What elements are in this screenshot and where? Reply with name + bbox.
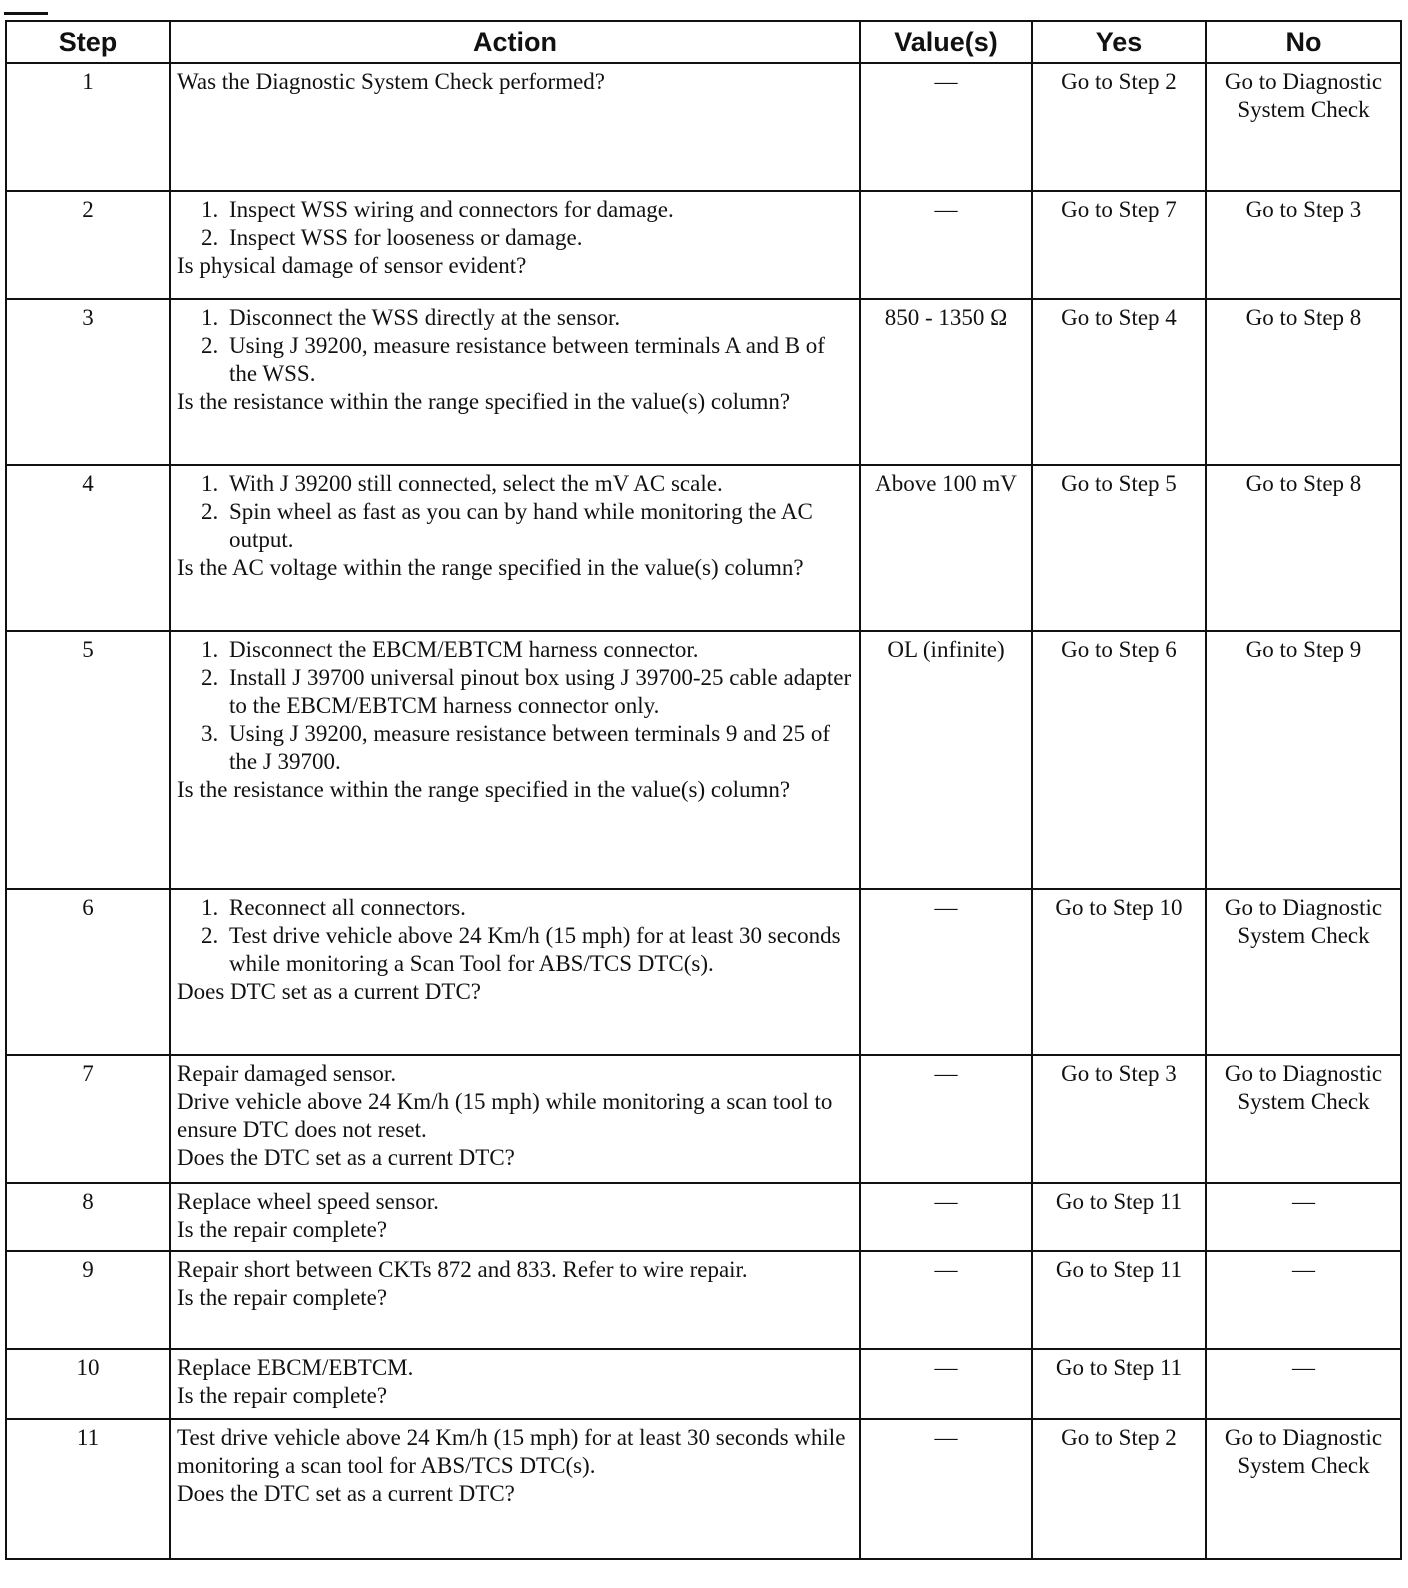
action-step-text: Disconnect the EBCM/EBTCM harness connector.: [229, 637, 699, 662]
header-step: Step: [6, 21, 170, 63]
action-step-number: 1.: [201, 197, 219, 222]
table-row: [6, 631, 1401, 889]
action-step-number: 3.: [201, 721, 219, 746]
action-cell: [170, 191, 860, 299]
no-cell: Go to Diagnostic System Check: [1206, 1419, 1401, 1559]
action-question: Was the Diagnostic System Check performed?: [177, 69, 606, 94]
yes-cell: Go to Step 11: [1032, 1349, 1206, 1419]
action-step-item: [177, 304, 853, 332]
yes-cell: Go to Step 5: [1032, 465, 1206, 631]
action-step-text: Using J 39200, measure resistance between terminals A and B of the WSS.: [229, 333, 825, 386]
action-step-item: [177, 664, 853, 720]
no-cell: Go to Diagnostic System Check: [1206, 63, 1401, 191]
no-cell: Go to Step 9: [1206, 631, 1401, 889]
action-step-number: 1.: [201, 471, 219, 496]
value-cell: —: [860, 889, 1032, 1055]
action-step-number: 2.: [201, 333, 219, 358]
action-step-text: Test drive vehicle above 24 Km/h (15 mph) for at least 30 seconds while monitoring a Scan Tool for ABS/TCS DTC(s).: [229, 923, 841, 976]
action-step-item: [177, 636, 853, 664]
header-action: Action: [170, 21, 860, 63]
no-cell: —: [1206, 1183, 1401, 1251]
value-cell: —: [860, 1055, 1032, 1183]
yes-cell: Go to Step 10: [1032, 889, 1206, 1055]
action-question: Repair short between CKTs 872 and 833. Refer to wire repair. Is the repair complete?: [177, 1257, 748, 1310]
value-cell: —: [860, 1349, 1032, 1419]
action-step-item: [177, 196, 853, 224]
action-step-text: Inspect WSS for looseness or damage.: [229, 225, 583, 250]
table-row: [6, 1055, 1401, 1183]
action-cell: [170, 1349, 860, 1419]
action-step-text: With J 39200 still connected, select the mV AC scale.: [229, 471, 723, 496]
header-row: [6, 21, 1401, 63]
value-cell: OL (infinite): [860, 631, 1032, 889]
yes-cell: Go to Step 11: [1032, 1183, 1206, 1251]
action-step-text: Using J 39200, measure resistance between terminals 9 and 25 of the J 39700.: [229, 721, 831, 774]
action-step-number: 1.: [201, 637, 219, 662]
action-step-text: Inspect WSS wiring and connectors for damage.: [229, 197, 674, 222]
yes-cell: Go to Step 11: [1032, 1251, 1206, 1349]
step-number: 11: [6, 1419, 170, 1559]
action-step-number: 2.: [201, 225, 219, 250]
table-row: [6, 191, 1401, 299]
action-steps-list: [177, 304, 853, 388]
no-cell: —: [1206, 1349, 1401, 1419]
step-number: 2: [6, 191, 170, 299]
header-yes: Yes: [1032, 21, 1206, 63]
table-row: [6, 889, 1401, 1055]
action-cell: [170, 63, 860, 191]
action-step-item: [177, 470, 853, 498]
step-number: 3: [6, 299, 170, 465]
yes-cell: Go to Step 6: [1032, 631, 1206, 889]
value-cell: —: [860, 1419, 1032, 1559]
table-row: [6, 1183, 1401, 1251]
table-row: [6, 1251, 1401, 1349]
action-step-text: Spin wheel as fast as you can by hand while monitoring the AC output.: [229, 499, 813, 552]
header-no: No: [1206, 21, 1401, 63]
yes-cell: Go to Step 4: [1032, 299, 1206, 465]
action-cell: [170, 299, 860, 465]
value-cell: —: [860, 1251, 1032, 1349]
action-step-item: [177, 720, 853, 776]
value-cell: —: [860, 63, 1032, 191]
action-cell: [170, 1419, 860, 1559]
value-cell: —: [860, 1183, 1032, 1251]
no-cell: Go to Step 8: [1206, 299, 1401, 465]
action-step-item: [177, 894, 853, 922]
action-question: Is physical damage of sensor evident?: [177, 253, 527, 278]
table-row: [6, 465, 1401, 631]
action-cell: [170, 465, 860, 631]
action-step-item: [177, 498, 853, 554]
action-step-item: [177, 922, 853, 978]
action-step-item: [177, 224, 853, 252]
action-step-text: Install J 39700 universal pinout box using J 39700-25 cable adapter to the EBCM/EBTCM harness connector only.: [229, 665, 852, 718]
diagnostic-table: [5, 20, 1402, 1560]
action-cell: [170, 1251, 860, 1349]
action-step-number: 1.: [201, 305, 219, 330]
action-cell: [170, 1183, 860, 1251]
yes-cell: Go to Step 2: [1032, 1419, 1206, 1559]
action-step-item: [177, 332, 853, 388]
step-number: 1: [6, 63, 170, 191]
no-cell: —: [1206, 1251, 1401, 1349]
action-question: Replace EBCM/EBTCM. Is the repair complete?: [177, 1355, 414, 1408]
table-row: [6, 1419, 1401, 1559]
action-question: Is the resistance within the range specified in the value(s) column?: [177, 389, 791, 414]
action-steps-list: [177, 636, 853, 776]
action-steps-list: [177, 470, 853, 554]
action-question: Test drive vehicle above 24 Km/h (15 mph) for at least 30 seconds while monitoring a scan tool for ABS/TCS DTC(s). Does the DTC set as a current DTC?: [177, 1425, 846, 1506]
action-question: Replace wheel speed sensor. Is the repair complete?: [177, 1189, 439, 1242]
step-number: 8: [6, 1183, 170, 1251]
no-cell: Go to Diagnostic System Check: [1206, 889, 1401, 1055]
table-row: [6, 1349, 1401, 1419]
table-row: [6, 63, 1401, 191]
value-cell: —: [860, 191, 1032, 299]
no-cell: Go to Step 8: [1206, 465, 1401, 631]
action-step-number: 2.: [201, 499, 219, 524]
action-question: Does DTC set as a current DTC?: [177, 979, 482, 1004]
step-number: 4: [6, 465, 170, 631]
step-number: 5: [6, 631, 170, 889]
value-cell: Above 100 mV: [860, 465, 1032, 631]
yes-cell: Go to Step 2: [1032, 63, 1206, 191]
action-question: Repair damaged sensor. Drive vehicle above 24 Km/h (15 mph) while monitoring a scan tool to ensure DTC does not reset. Does the DTC set as a current DTC?: [177, 1061, 833, 1170]
action-step-number: 2.: [201, 665, 219, 690]
action-question: Is the resistance within the range specified in the value(s) column?: [177, 777, 791, 802]
step-number: 10: [6, 1349, 170, 1419]
step-number: 7: [6, 1055, 170, 1183]
action-question: Is the AC voltage within the range specified in the value(s) column?: [177, 555, 804, 580]
action-steps-list: [177, 894, 853, 978]
action-step-number: 2.: [201, 923, 219, 948]
header-rule: [4, 12, 48, 15]
action-step-text: Reconnect all connectors.: [229, 895, 466, 920]
yes-cell: Go to Step 7: [1032, 191, 1206, 299]
step-number: 6: [6, 889, 170, 1055]
no-cell: Go to Step 3: [1206, 191, 1401, 299]
value-cell: 850 - 1350 Ω: [860, 299, 1032, 465]
action-step-text: Disconnect the WSS directly at the sensor.: [229, 305, 621, 330]
action-step-number: 1.: [201, 895, 219, 920]
table-body: [6, 63, 1401, 1559]
action-cell: [170, 1055, 860, 1183]
action-cell: [170, 889, 860, 1055]
table-row: [6, 299, 1401, 465]
action-cell: [170, 631, 860, 889]
yes-cell: Go to Step 3: [1032, 1055, 1206, 1183]
no-cell: Go to Diagnostic System Check: [1206, 1055, 1401, 1183]
action-steps-list: [177, 196, 853, 252]
step-number: 9: [6, 1251, 170, 1349]
header-values: Value(s): [860, 21, 1032, 63]
